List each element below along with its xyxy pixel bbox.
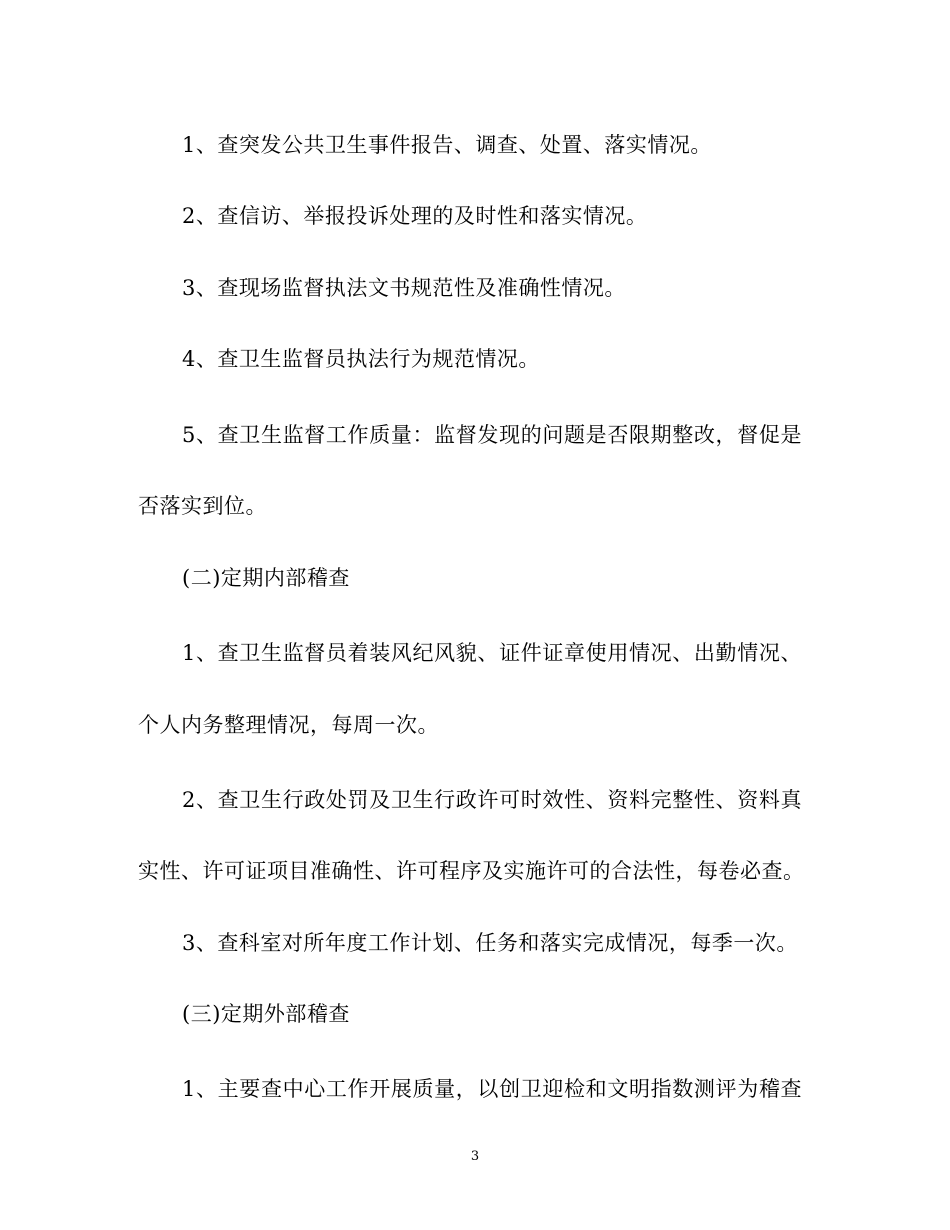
paragraph-line: 2、查信访、举报投诉处理的及时性和落实情况。: [182, 204, 648, 228]
section-heading: (二)定期内部稽查: [182, 566, 350, 590]
paragraph-line: 4、查卫生监督员执法行为规范情况。: [182, 347, 540, 371]
paragraph-line: 实性、许可证项目准确性、许可程序及实施许可的合法性，每卷必查。: [138, 859, 805, 883]
paragraph-line: 3、查科室对所年度工作计划、任务和落实完成情况，每季一次。: [182, 931, 798, 955]
paragraph-line: 否落实到位。: [138, 494, 267, 518]
section-heading: (三)定期外部稽查: [182, 1002, 350, 1026]
page-number: 3: [470, 1149, 480, 1164]
paragraph-line: 1、查卫生监督员着装风纪风貌、证件证章使用情况、出勤情况、: [182, 641, 802, 665]
paragraph-line: 1、查突发公共卫生事件报告、调查、处置、落实情况。: [182, 133, 712, 157]
paragraph-line: 3、查现场监督执法文书规范性及准确性情况。: [182, 276, 626, 300]
paragraph-line: 个人内务整理情况，每周一次。: [138, 713, 439, 737]
paragraph-line: 1、主要查中心工作开展质量，以创卫迎检和文明指数测评为稽查: [182, 1077, 802, 1101]
paragraph-line: 2、查卫生行政处罚及卫生行政许可时效性、资料完整性、资料真: [182, 788, 802, 812]
paragraph-line: 5、查卫生监督工作质量：监督发现的问题是否限期整改，督促是: [182, 423, 802, 447]
